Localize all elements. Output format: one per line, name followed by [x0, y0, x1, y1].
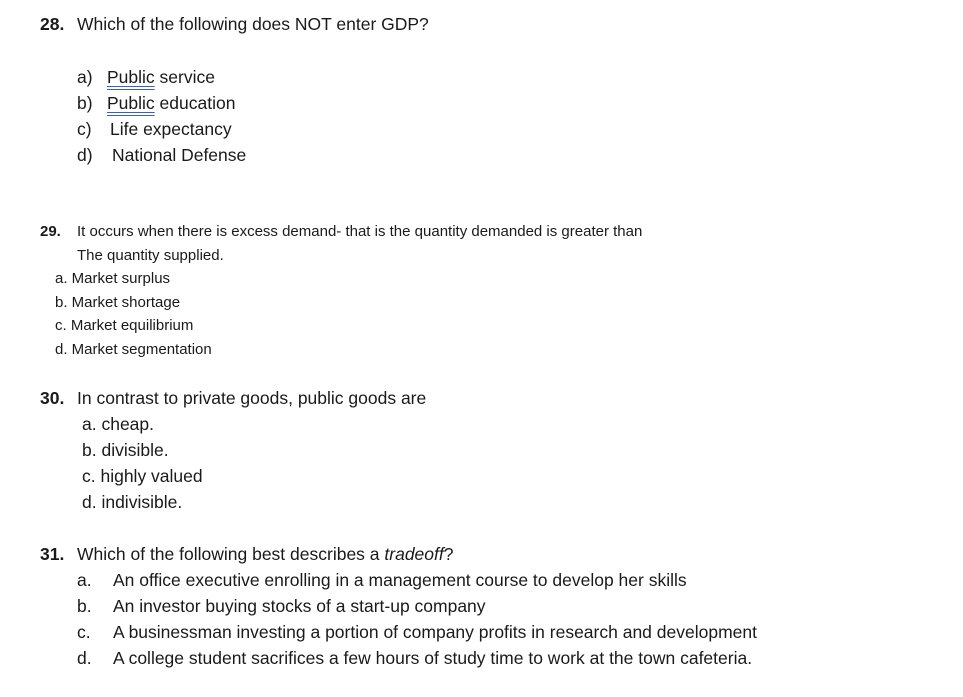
option-text: education	[154, 93, 236, 113]
q28-option-d	[77, 145, 246, 166]
option-text: A businessman investing a portion of company profits in research and development	[113, 622, 757, 642]
q28-option-a	[77, 67, 215, 88]
q30-option-d: d. indivisible.	[82, 492, 183, 512]
question-28	[40, 14, 429, 35]
option-label: c.	[77, 622, 91, 642]
q28-option-c	[77, 119, 232, 140]
option-text: service	[154, 67, 215, 87]
q31-option-a	[77, 570, 687, 591]
question-31	[40, 544, 453, 565]
q30-option-c: c. highly valued	[82, 466, 203, 486]
q29-option-a: a. Market surplus	[55, 270, 171, 287]
option-label: d.	[77, 648, 92, 668]
question-30	[40, 388, 426, 409]
question-text-line1: It occurs when there is excess demand- that is the quantity demanded is greater than	[77, 223, 643, 240]
q28-option-b	[77, 93, 235, 114]
question-text-end: ?	[443, 544, 454, 564]
option-label: a.	[77, 570, 92, 590]
q31-option-b	[77, 596, 486, 617]
question-text-line2: The quantity supplied.	[77, 247, 224, 264]
option-label: b.	[77, 596, 92, 616]
option-label: c)	[77, 119, 92, 139]
q31-option-d	[77, 648, 752, 669]
option-text: An office executive enrolling in a management course to develop her skills	[113, 570, 687, 590]
option-underlined-word: Public	[107, 93, 155, 113]
option-label: d)	[77, 145, 93, 165]
question-29	[40, 223, 642, 240]
question-text-italic: tradeoff	[384, 544, 444, 564]
q30-option-a: a. cheap.	[82, 414, 154, 434]
option-underlined-word: Public	[107, 67, 155, 87]
q30-option-b: b. divisible.	[82, 440, 169, 460]
question-text: Which of the following best describes a	[77, 544, 385, 564]
question-number: 29.	[40, 223, 61, 240]
question-number: 30.	[40, 388, 65, 408]
question-number: 28.	[40, 14, 65, 34]
q29-option-c: c. Market equilibrium	[55, 317, 194, 334]
q31-option-c	[77, 622, 757, 643]
option-text: Life expectancy	[110, 119, 232, 139]
question-number: 31.	[40, 544, 65, 564]
question-text: Which of the following does NOT enter GDP?	[77, 14, 429, 34]
option-text: A college student sacrifices a few hours of study time to work at the town cafeteria.	[113, 648, 753, 668]
option-label: b)	[77, 93, 93, 113]
q29-option-d: d. Market segmentation	[55, 341, 212, 358]
option-text: National Defense	[112, 145, 247, 165]
q29-option-b: b. Market shortage	[55, 294, 181, 311]
question-text: In contrast to private goods, public goods are	[77, 388, 427, 408]
option-label: a)	[77, 67, 93, 87]
option-text: An investor buying stocks of a start-up company	[113, 596, 486, 616]
